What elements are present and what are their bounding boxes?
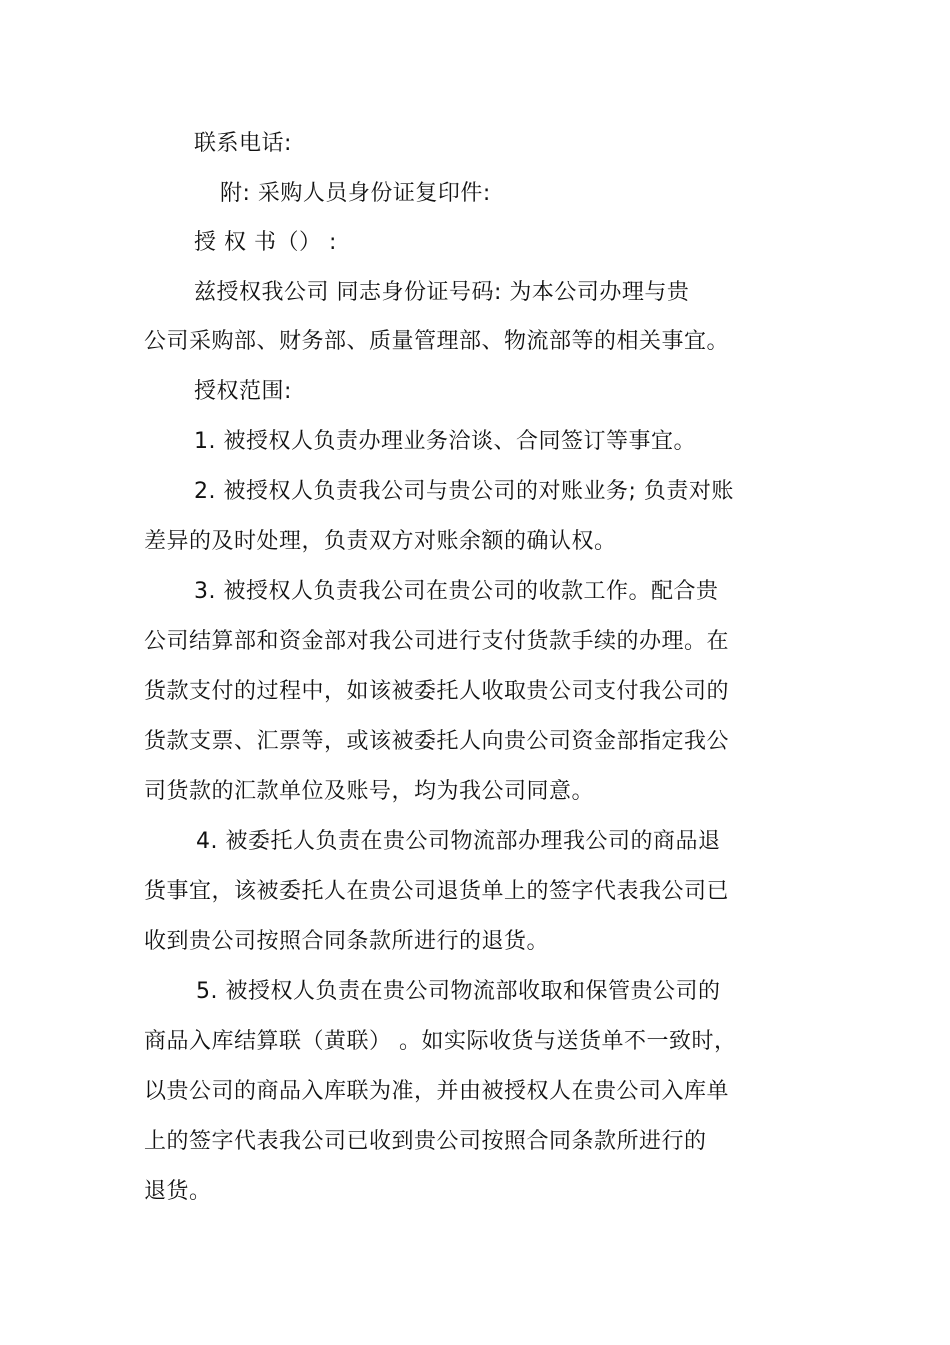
paragraph-line: 4. 被委托人负责在贵公司物流部办理我公司的商品退: [196, 829, 721, 854]
paragraph-line: 兹授权我公司 同志身份证号码: 为本公司办理与贵: [194, 280, 690, 305]
paragraph-line: 5. 被授权人负责在贵公司物流部收取和保管贵公司的: [196, 979, 721, 1004]
authorization-title: 授 权 书（） :: [194, 230, 337, 255]
paragraph-line: 2. 被授权人负责我公司与贵公司的对账业务; 负责对账: [194, 479, 734, 504]
paragraph-line: 货款支付的过程中，如该被委托人收取贵公司支付我公司的: [144, 679, 730, 704]
paragraph-line: 3. 被授权人负责我公司在贵公司的收款工作。配合贵: [194, 579, 719, 604]
contact-phone-line: 联系电话:: [194, 131, 292, 156]
paragraph-line: 货事宜，该被委托人在贵公司退货单上的签字代表我公司已: [144, 879, 730, 904]
paragraph-line: 货款支票、汇票等，或该被委托人向贵公司资金部指定我公: [144, 729, 730, 754]
paragraph-line: 公司采购部、财务部、质量管理部、物流部等的相关事宜。: [144, 329, 730, 354]
paragraph-line: 商品入库结算联（黄联） 。如实际收货与送货单不一致时，: [144, 1029, 737, 1054]
attachment-line: 附: 采购人员身份证复印件:: [220, 181, 491, 206]
paragraph-line: 上的签字代表我公司已收到贵公司按照合同条款所进行的: [144, 1129, 707, 1154]
paragraph-line: 差异的及时处理，负责双方对账余额的确认权。: [144, 529, 617, 554]
paragraph-line: 司货款的汇款单位及账号，均为我公司同意。: [144, 779, 595, 804]
paragraph-line: 退货。: [144, 1179, 212, 1204]
scope-heading: 授权范围:: [194, 379, 292, 404]
paragraph-line: 1. 被授权人负责办理业务洽谈、合同签订等事宜。: [194, 429, 696, 454]
paragraph-line: 公司结算部和资金部对我公司进行支付货款手续的办理。在: [144, 629, 730, 654]
paragraph-line: 以贵公司的商品入库联为准，并由被授权人在贵公司入库单: [144, 1079, 730, 1104]
paragraph-line: 收到贵公司按照合同条款所进行的退货。: [144, 929, 550, 954]
